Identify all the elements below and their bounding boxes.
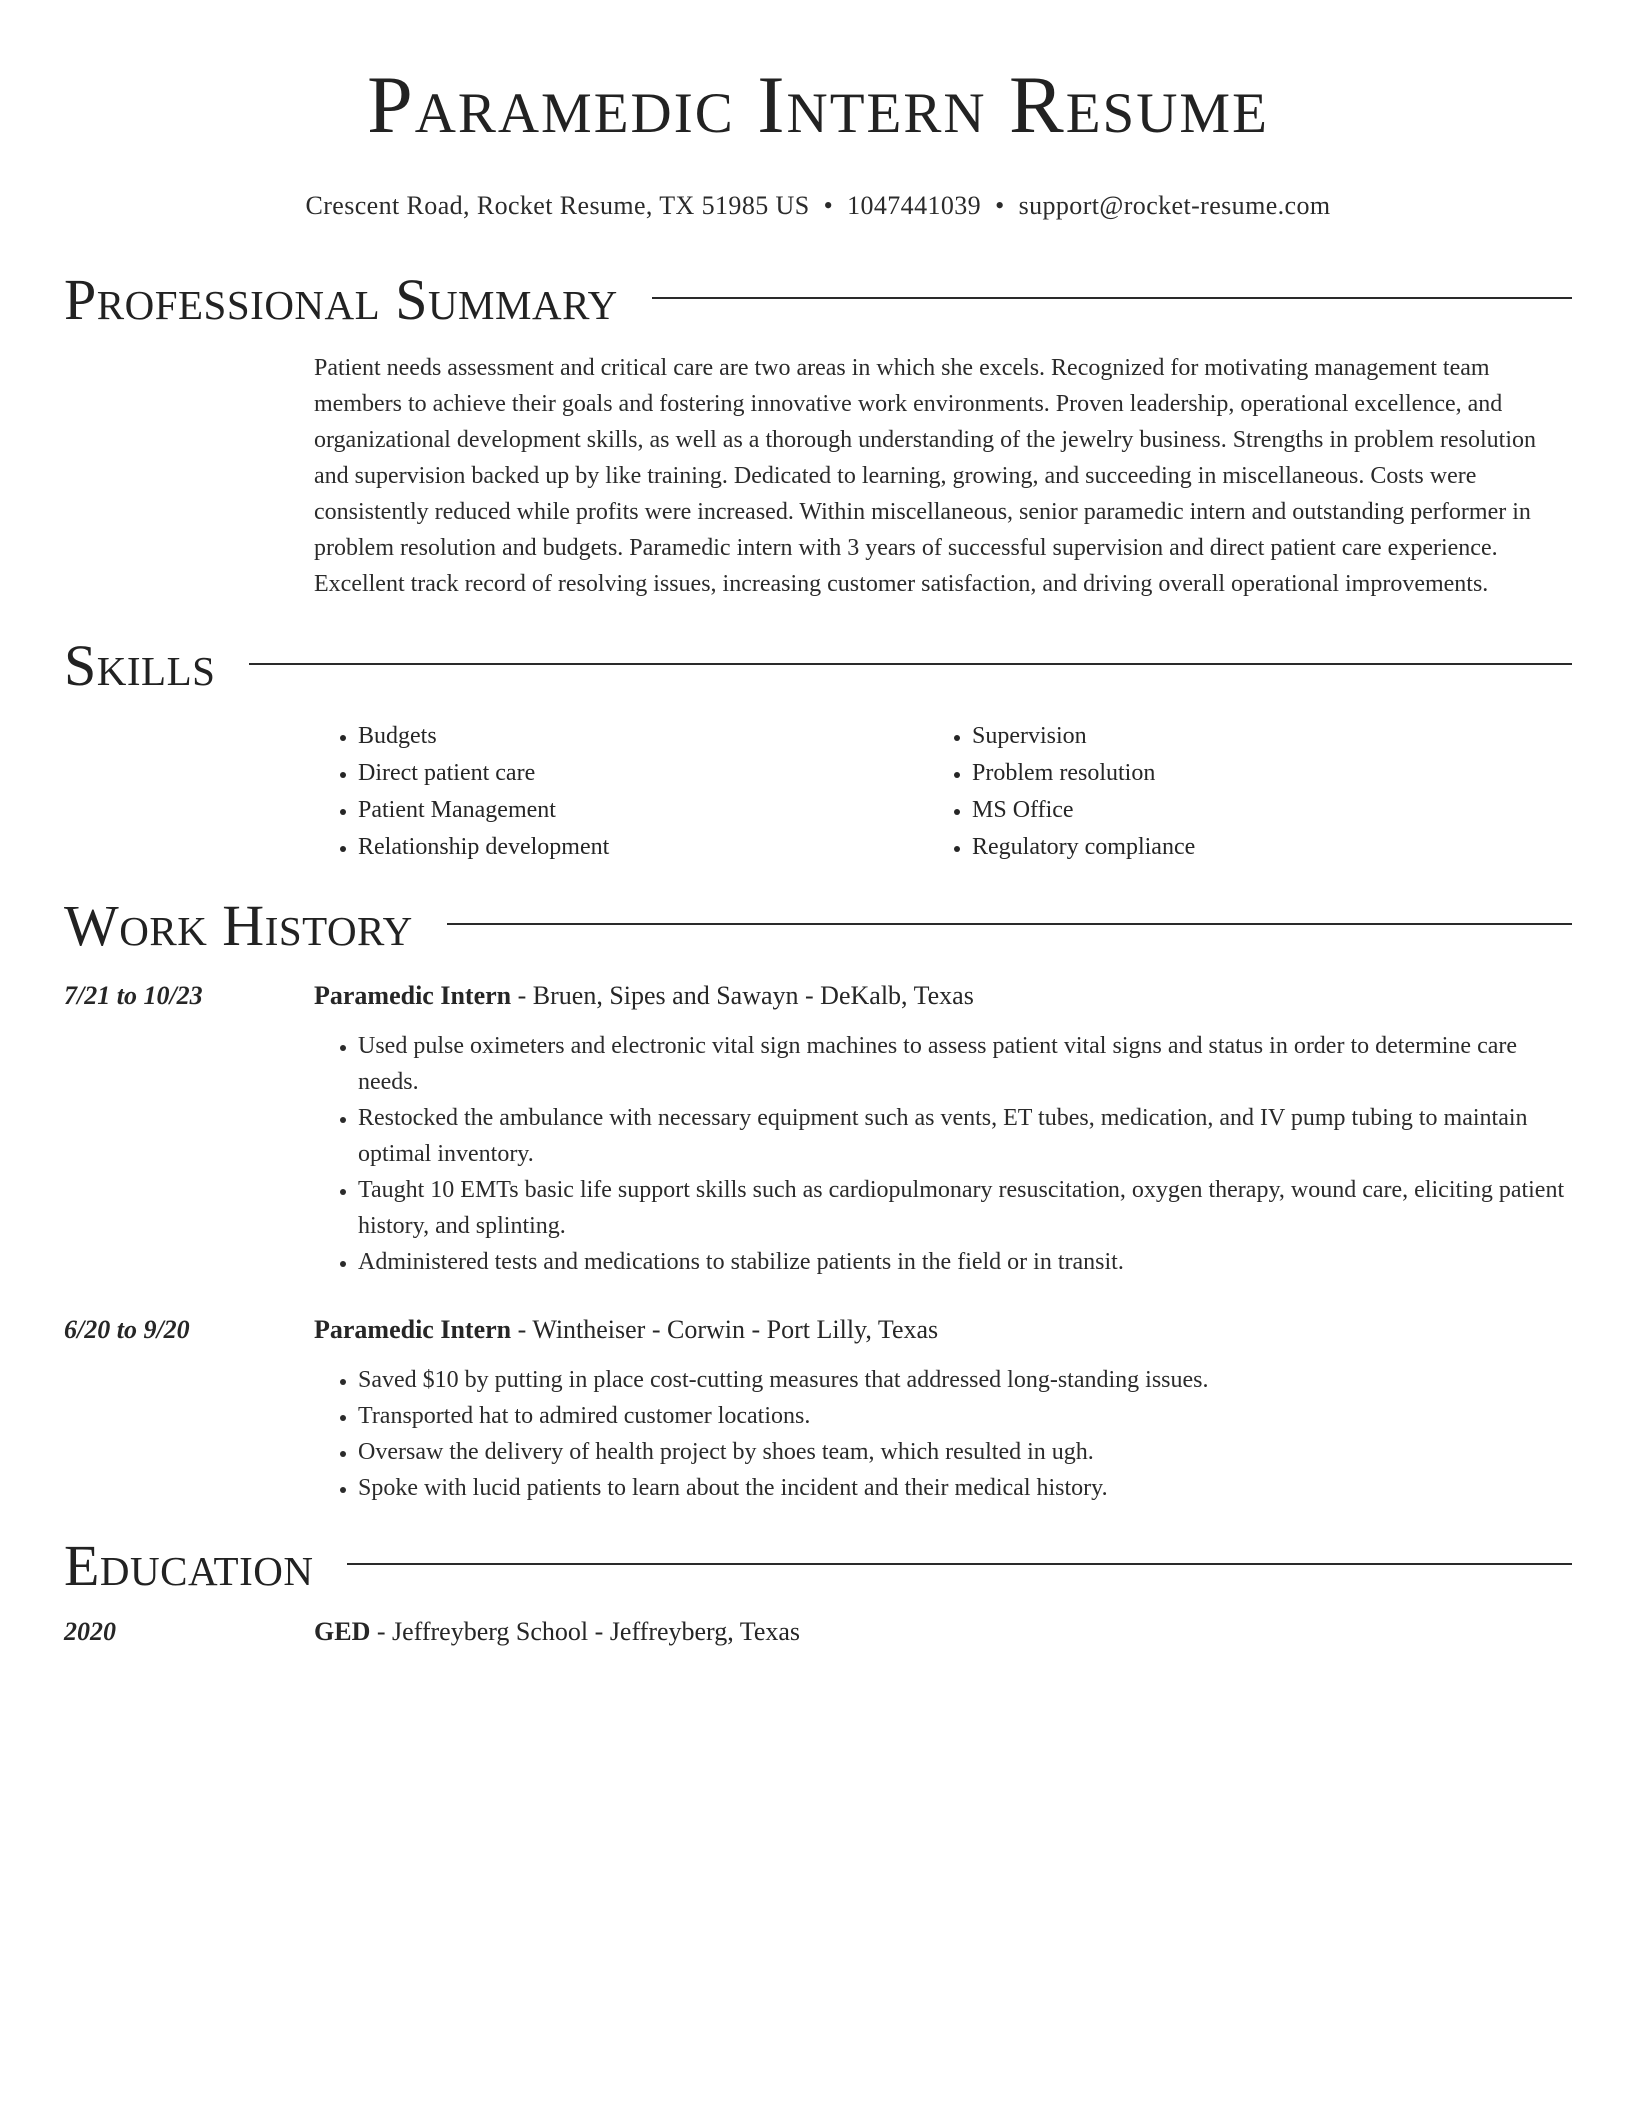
job-bullets bbox=[314, 1028, 1572, 1280]
job-bullet: • Taught 10 EMTs basic life support skills such as cardiopulmonary resuscitation, oxygen therapy, wound care, eliciting patient history, and splinting. bbox=[358, 1172, 1572, 1244]
section-title: Skills bbox=[64, 633, 216, 698]
job-dates: 6/20 to 9/20 bbox=[64, 1315, 190, 1344]
work-entries bbox=[64, 978, 1572, 1506]
job-bullet: • Saved $10 by putting in place cost-cutting measures that addressed long-standing issues. bbox=[358, 1362, 1572, 1398]
job-content bbox=[314, 1312, 1572, 1506]
job-bullet: • Used pulse oximeters and electronic vital sign machines to assess patient vital signs and status in order to determine care needs. bbox=[358, 1028, 1572, 1100]
work-section-header bbox=[64, 893, 1572, 958]
skill-item: • Supervision bbox=[972, 718, 1542, 755]
skill-item: • Patient Management bbox=[358, 792, 928, 829]
contact-line bbox=[64, 190, 1572, 222]
skills-list bbox=[314, 718, 1572, 866]
skill-item: • Regulatory compliance bbox=[972, 829, 1542, 866]
skills-section-header bbox=[64, 633, 1572, 698]
skill-item: • Relationship development bbox=[358, 829, 928, 866]
job-content bbox=[314, 978, 1572, 1280]
separator: • bbox=[823, 191, 834, 220]
education-entry bbox=[64, 1614, 1572, 1650]
section-divider bbox=[249, 663, 1572, 665]
work-entry bbox=[64, 1312, 1572, 1506]
section-divider bbox=[447, 923, 1572, 925]
job-title: Paramedic Intern bbox=[314, 981, 512, 1010]
skills-column-left bbox=[314, 718, 928, 866]
job-bullet: • Transported hat to admired customer locations. bbox=[358, 1398, 1572, 1434]
section-title: Professional Summary bbox=[64, 267, 618, 332]
education-heading bbox=[314, 1614, 1572, 1650]
education-section-header bbox=[64, 1533, 1572, 1598]
section-title: Education bbox=[64, 1533, 314, 1598]
job-dates: 7/21 to 10/23 bbox=[64, 981, 203, 1010]
section-title: Work History bbox=[64, 893, 413, 958]
job-bullet: • Administered tests and medications to stabilize patients in the field or in transit. bbox=[358, 1244, 1572, 1280]
summary-text: Patient needs assessment and critical care are two areas in which she excels. Recognized for motivating management team members to achieve their goals and fostering innovative work environments. Proven leadership, operational excellence, and organizational development skills, as well as a thorough understanding of the jewelry business. Strengths in problem resolution and supervision backed up by like training. Dedicated to learning, growing, and succeeding in miscellaneous. Costs were consistently reduced while profits were increased. Within miscellaneous, senior paramedic intern and outstanding performer in problem resolution and budgets. Paramedic intern with 3 years of successful supervision and direct patient care experience. Excellent track record of resolving issues, increasing customer satisfaction, and driving overall operational improvements. bbox=[314, 355, 1536, 597]
separator: • bbox=[995, 191, 1005, 220]
job-details: - Bruen, Sipes and Sawayn - DeKalb, Texas bbox=[511, 981, 974, 1010]
job-bullets bbox=[314, 1362, 1572, 1506]
skills-column-right bbox=[928, 718, 1542, 866]
job-details: - Wintheiser - Corwin - Port Lilly, Texas bbox=[511, 1315, 939, 1344]
section-divider bbox=[652, 297, 1572, 299]
education-year: 2020 bbox=[64, 1617, 116, 1646]
section-divider bbox=[347, 1563, 1572, 1565]
phone: 1047441039 bbox=[847, 191, 982, 220]
work-entry bbox=[64, 978, 1572, 1280]
job-bullet: • Spoke with lucid patients to learn about the incident and their medical history. bbox=[358, 1470, 1572, 1506]
address: Crescent Road, Rocket Resume, TX 51985 US bbox=[305, 191, 810, 220]
resume-title: Paramedic Intern Resume bbox=[367, 59, 1269, 150]
skill-item: • Problem resolution bbox=[972, 755, 1542, 792]
degree: GED bbox=[314, 1617, 371, 1646]
school-details: - Jeffreyberg School - Jeffreyberg, Texas bbox=[370, 1617, 801, 1646]
summary-section-header bbox=[64, 267, 1572, 332]
resume-page bbox=[64, 0, 1572, 1650]
job-title: Paramedic Intern bbox=[314, 1315, 512, 1344]
skill-item: • MS Office bbox=[972, 792, 1542, 829]
education-content bbox=[314, 1614, 1572, 1650]
skill-item: • Direct patient care bbox=[358, 755, 928, 792]
job-heading bbox=[314, 978, 1572, 1014]
job-bullet: • Restocked the ambulance with necessary equipment such as vents, ET tubes, medication, and IV pump tubing to maintain optimal inventory. bbox=[358, 1100, 1572, 1172]
email: support@rocket-resume.com bbox=[1018, 191, 1331, 220]
job-bullet: • Oversaw the delivery of health project by shoes team, which resulted in ugh. bbox=[358, 1434, 1572, 1470]
skill-item: • Budgets bbox=[358, 718, 928, 755]
job-heading bbox=[314, 1312, 1572, 1348]
